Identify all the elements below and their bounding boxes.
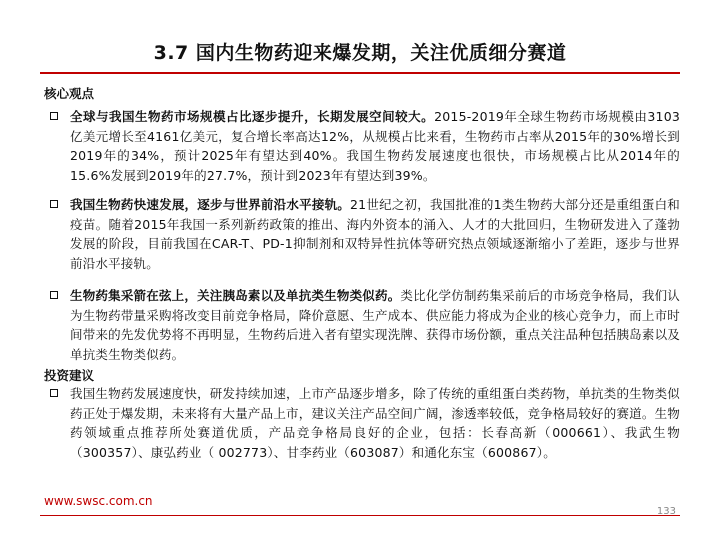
bullet-investment [50,384,680,462]
bullet-text [70,384,680,462]
page-number: 133 [656,506,676,517]
bullet-body: 21世纪之初，我国批准的1类生物药大部分还是重组蛋白和疫苗。随着2015年我国一系列新药政策的推出、海内外资本的涌入、人才的大批回归，生物研发进入了蓬勃发展的阶段，目前我国在CAR-T、PD-1抑制剂和双特异性抗体等研究热点领域逐渐缩小了差距，逐步与世界前沿水平接轨。 [70,197,680,271]
investment-heading: 投资建议 [44,368,95,383]
bullet-lead: 全球与我国生物药市场规模占比逐步提升，长期发展空间较大。 [70,109,435,124]
bullet-procurement [50,286,680,364]
title-divider [40,72,680,74]
bullet-body: 我国生物药发展速度快，研发持续加速，上市产品逐步增多，除了传统的重组蛋白类药物，单抗类的生物类似药正处于爆发期，未来将有大量产品上市，建议关注产品空间广阔，渗透率较低，竞争格局较好的赛道。生物药领域重点推荐所处赛道优质，产品竞争格局良好的企业，包括：长春高新（000661）、我武生物（300357）、康弘药业（ 002773）、甘李药业（603087）和通化东宝（600867）。 [70,386,680,460]
bullet-domestic-development [50,195,680,273]
footer-website-link[interactable]: www.swsc.com.cn [44,494,153,508]
footer-divider [40,515,680,516]
bullet-market-scale [50,107,680,185]
checkbox-bullet-icon [50,200,58,208]
bullet-lead: 我国生物药快速发展，逐步与世界前沿水平接轨。 [70,197,351,212]
bullet-body: 类比化学仿制药集采前后的市场竞争格局，我们认为生物药带量采购将改变目前竞争格局，降价意愿、生产成本、供应能力将成为企业的核心竞争力，而上市时间带来的先发优势将不再明显，生物药后进入者有望实现洗牌、获得市场份额，重点关注品种包括胰岛素以及单抗类生物类似药。 [70,288,680,362]
bullet-text [70,286,680,364]
bullet-body: 2015-2019年全球生物药市场规模由3103亿美元增长至4161亿美元，复合增长率高达12%，从规模占比来看，生物药市占率从2015年的30%增长到2019年的34%，预计2025年有望达到40%。我国生物药发展速度也很快，市场规模占比从2014年的15.6%发展到2019年的27.7%，预计到2023年有望达到39%。 [70,109,680,183]
page-title: 3.7 国内生物药迎来爆发期，关注优质细分赛道 [153,42,567,64]
bullet-text [70,195,680,273]
checkbox-bullet-icon [50,291,58,299]
bullet-text [70,107,680,185]
checkbox-bullet-icon [50,112,58,120]
checkbox-bullet-icon [50,389,58,397]
bullet-lead: 生物药集采箭在弦上，关注胰岛素以及单抗类生物类似药。 [70,288,401,303]
core-views-heading: 核心观点 [44,86,95,101]
